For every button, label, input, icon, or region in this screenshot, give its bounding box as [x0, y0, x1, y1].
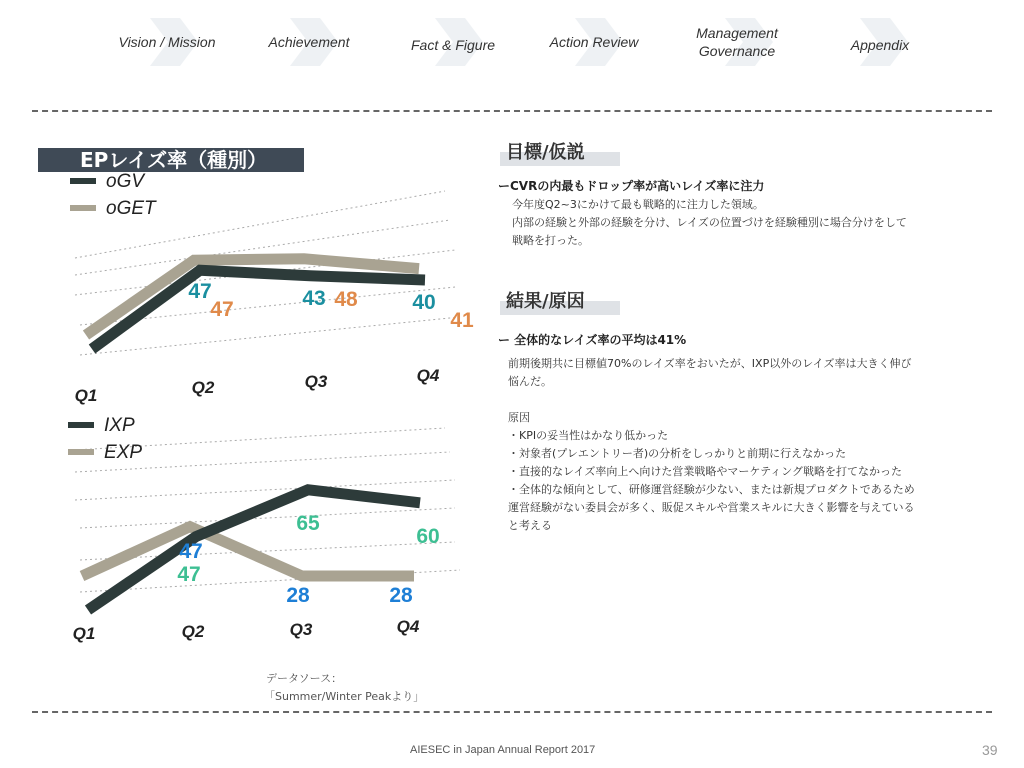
legend-label: oGV: [106, 171, 145, 192]
ep-raise-rate-chart-ogv-oget: [40, 165, 490, 410]
data-label: 28: [286, 584, 310, 607]
x-tick-label: Q1: [74, 386, 98, 405]
data-label: 48: [334, 288, 358, 311]
top-navigation: [0, 14, 1024, 70]
data-label: 47: [177, 563, 201, 586]
data-label: 47: [188, 280, 212, 303]
goal-subheading: ーCVRの内最もドロップ率が高いレイズ率に注力: [498, 179, 765, 193]
x-tick-label: Q3: [289, 620, 313, 639]
footer-text: AIESEC in Japan Annual Report 2017: [410, 744, 596, 756]
data-label: 43: [302, 287, 326, 310]
x-tick-label: Q2: [181, 622, 205, 641]
data-label: 28: [389, 584, 413, 607]
legend-label: IXP: [104, 415, 135, 436]
nav-management-governance[interactable]: Management Governance: [696, 25, 778, 59]
data-source-label: データソース：: [266, 672, 343, 685]
result-subheading: ー 全体的なレイズ率の平均は41%: [498, 333, 687, 347]
heading-goal-hypothesis: [506, 138, 585, 164]
x-tick-label: Q4: [396, 617, 420, 636]
divider: [32, 711, 992, 713]
heading-result-cause: [506, 287, 585, 313]
legend-label: oGET: [106, 198, 156, 219]
series-line-exp: [82, 527, 414, 576]
data-label: 40: [412, 291, 436, 314]
heading-goal-hypothesis-text: 目標/仮説: [506, 142, 585, 163]
nav-achievement[interactable]: Achievement: [268, 34, 350, 50]
divider: [32, 110, 992, 112]
data-label: 47: [210, 298, 234, 321]
legend-swatch: [68, 422, 94, 428]
legend-swatch: [70, 178, 96, 184]
series-line-ogv: [92, 270, 425, 349]
x-tick-label: Q4: [416, 366, 440, 385]
x-tick-label: Q3: [304, 372, 328, 391]
data-label: 65: [296, 512, 320, 535]
page-number: 39: [982, 742, 998, 758]
ep-raise-rate-chart-ixp-exp: [40, 410, 490, 650]
data-label: 41: [450, 309, 474, 332]
legend-label: EXP: [104, 442, 143, 463]
data-label: 47: [179, 540, 203, 563]
legend-swatch: [70, 205, 96, 211]
nav-action-review[interactable]: Action Review: [549, 34, 639, 50]
heading-result-cause-text: 結果/原因: [506, 291, 585, 312]
nav-appendix[interactable]: Appendix: [850, 37, 910, 53]
nav-fact-figure[interactable]: Fact & Figure: [410, 37, 496, 53]
data-source-value: 「Summer/Winter Peakより」: [264, 690, 425, 703]
goal-body: 今年度Q2~3にかけて最も戦略的に注力した領域。 内部の経験と外部の経験を分け、レイズの位置づけを経験種別に場合分けをして 戦略を打った。: [512, 198, 907, 247]
x-tick-label: Q1: [72, 624, 96, 643]
nav-vision-mission[interactable]: Vision / Mission: [118, 34, 216, 50]
data-label: 60: [416, 525, 440, 548]
legend-swatch: [68, 449, 94, 455]
section-title: EPレイズ率（種別）: [38, 148, 304, 172]
x-tick-label: Q2: [191, 378, 215, 397]
result-body: 前期後期共に目標値70%のレイズ率をおいたが、IXP以外のレイズ率は大きく伸び 悩んだ。 原因 ・KPIの妥当性はかなり低かった ・対象者(プレエントリー者)の分析をしっかりと前期に行えなかった ・直接的なレイズ率向上へ向けた営業戦略やマーケティング戦略を打てなかった ・全体的な傾向として、研修運営経験が少ない、または新規プロダクトであるため 運営経験がない委員会が多く、販促スキルや営業スキルに大きく影響を与えている と考える: [508, 357, 915, 532]
